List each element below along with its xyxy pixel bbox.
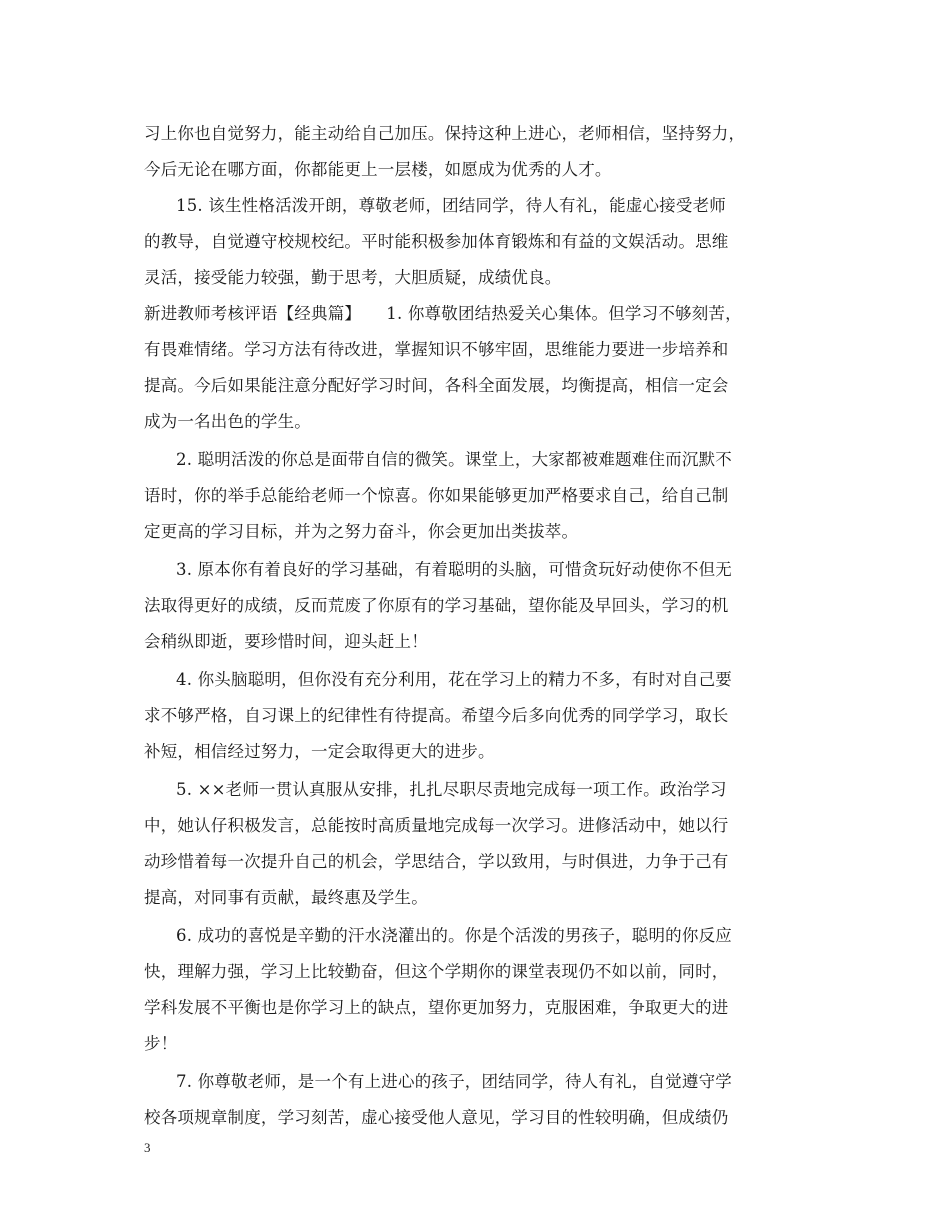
text-line: 习上你也自觉努力，能主动给自己加压。保持这种上进心，老师相信，坚持努力， — [144, 124, 746, 143]
text-line: 中，她认仔积极发言，总能按时高质量地完成每一次学习。进修活动中，她以行 — [144, 816, 729, 835]
page-number: 3 — [144, 1140, 151, 1155]
text-line: 步！ — [144, 1034, 178, 1053]
text-line: 法取得更好的成绩，反而荒废了你原有的学习基础，望你能及早回头，学习的机 — [144, 596, 729, 615]
text-line: 求不够严格，自习课上的纪律性有待提高。希望今后多向优秀的同学学习，取长 — [144, 706, 729, 725]
text-line: 补短，相信经过努力，一定会取得更大的进步。 — [144, 742, 495, 761]
paragraph-start: 7. 你尊敬老师，是一个有上进心的孩子，团结同学，待人有礼，自觉遵守学 — [176, 1072, 732, 1091]
text-line: 有畏难情绪。学习方法有待改进，掌握知识不够牢固，思维能力要进一步培养和 — [144, 340, 729, 359]
paragraph-start: 6. 成功的喜悦是辛勤的汗水浇灌出的。你是个活泼的男孩子，聪明的你反应 — [176, 926, 732, 945]
text-line: 灵活，接受能力较强，勤于思考，大胆质疑，成绩优良。 — [144, 268, 562, 287]
text-line: 定更高的学习目标，并为之努力奋斗，你会更加出类拔萃。 — [144, 522, 579, 541]
text-line: 提高，对同事有贡献，最终惠及学生。 — [144, 888, 428, 907]
text-line: 语时，你的举手总能给老师一个惊喜。你如果能够更加严格要求自己，给自己制 — [144, 486, 729, 505]
text-line: 提高。今后如果能注意分配好学习时间，各科全面发展，均衡提高，相信一定会 — [144, 376, 729, 395]
text-line: 今后无论在哪方面，你都能更上一层楼，如愿成为优秀的人才。 — [144, 160, 612, 179]
paragraph-start: 15. 该生性格活泼开朗，尊敬老师，团结同学，待人有礼，能虚心接受老师 — [176, 196, 726, 215]
text-line: 学科发展不平衡也是你学习上的缺点，望你更加努力，克服困难，争取更大的进 — [144, 998, 729, 1017]
paragraph-start: 4. 你头脑聪明，但你没有充分利用，花在学习上的精力不多，有时对自己要 — [176, 670, 732, 689]
paragraph-start: 2. 聪明活泼的你总是面带自信的微笑。课堂上，大家都被难题难住而沉默不 — [176, 450, 732, 469]
section-heading-line: 新进教师考核评语【经典篇】 1. 你尊敬团结热爱关心集体。但学习不够刻苦， — [144, 304, 742, 323]
text-line: 成为一名出色的学生。 — [144, 412, 311, 431]
text-line: 动珍惜着每一次提升自己的机会，学思结合，学以致用，与时俱进，力争于己有 — [144, 852, 729, 871]
paragraph-start: 5. ××老师一贯认真服从安排，扎扎尽职尽责地完成每一项工作。政治学习 — [176, 780, 727, 799]
text-line: 快，理解力强，学习上比较勤奋，但这个学期你的课堂表现仍不如以前，同时， — [144, 962, 729, 981]
text-line: 校各项规章制度，学习刻苦，虚心接受他人意见，学习目的性较明确，但成绩仍 — [144, 1108, 729, 1127]
text-line: 会稍纵即逝，要珍惜时间，迎头赶上！ — [144, 632, 428, 651]
text-line: 的教导，自觉遵守校规校纪。平时能积极参加体育锻炼和有益的文娱活动。思维 — [144, 232, 729, 251]
paragraph-start: 3. 原本你有着良好的学习基础，有着聪明的头脑，可惜贪玩好动使你不但无 — [176, 560, 732, 579]
body-text — [144, 116, 814, 1136]
